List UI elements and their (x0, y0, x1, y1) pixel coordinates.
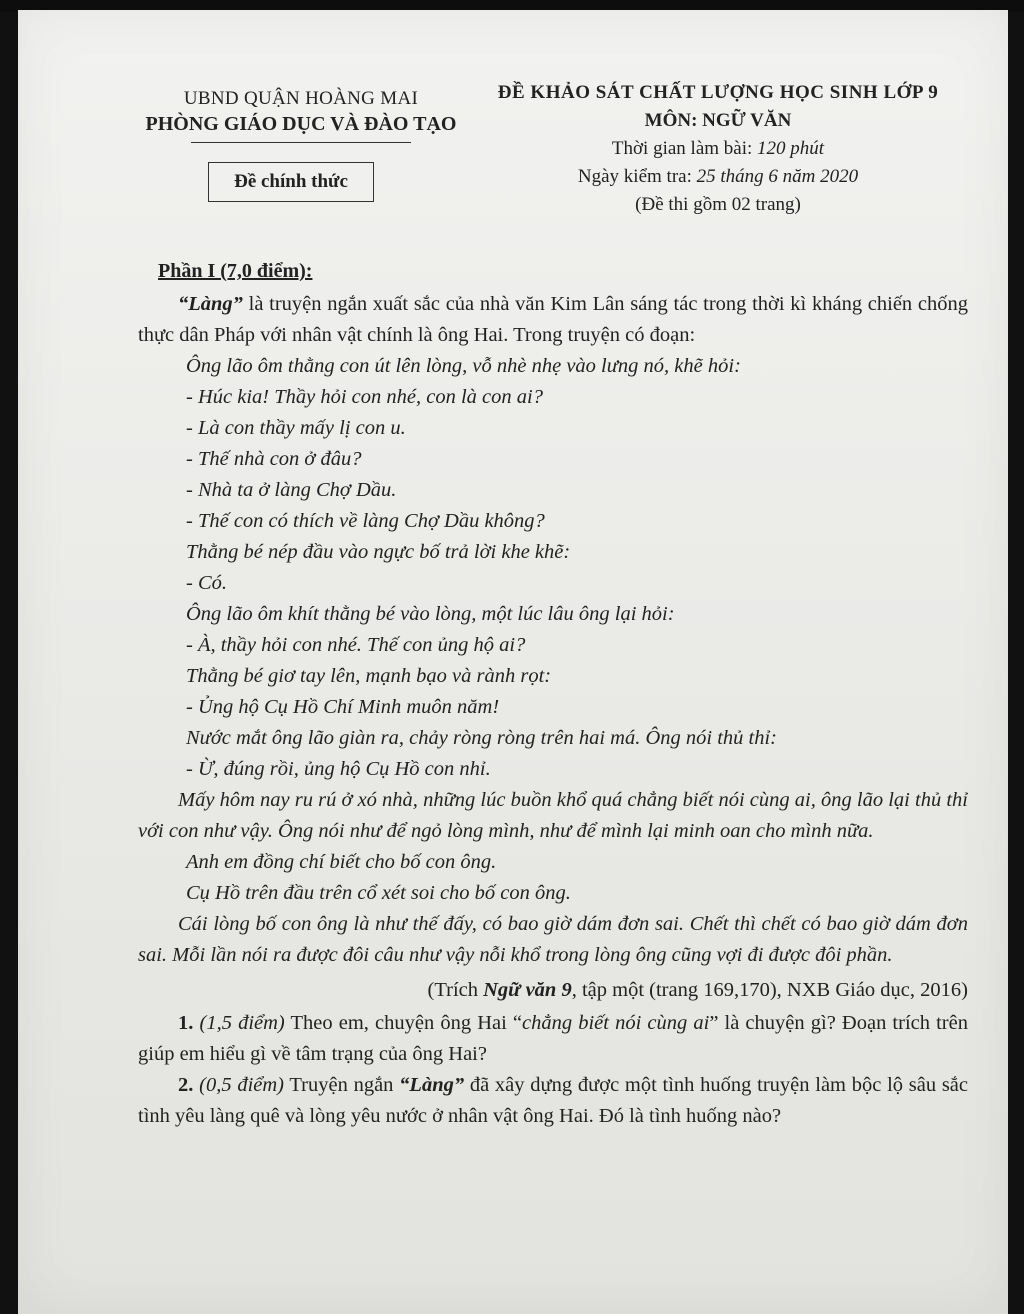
excerpt-line: Thằng bé nép đầu vào ngực bố trả lời khe khẽ: (186, 541, 571, 563)
excerpt-line: - Thế nhà con ở đâu? (186, 448, 362, 470)
excerpt-paragraph-a: Mấy hôm nay ru rú ở xó nhà, những lúc buồn khổ quá chẳng biết nói cùng ai, ông lão lại thủ thỉ với con như vậy. Ông nói như để ngỏ lòng mình, như để mình lại minh oan cho mình nữa. (138, 789, 968, 842)
pages-note: (Đề thi gồm 02 trang) (635, 194, 801, 215)
excerpt-line: - Nhà ta ở làng Chợ Dầu. (186, 479, 397, 501)
q1-text-pre: Theo em, chuyện ông Hai “ (284, 1012, 523, 1034)
exam-body (138, 260, 968, 1132)
date-value: 25 tháng 6 năm 2020 (696, 166, 859, 187)
story-title: “Làng” (178, 293, 243, 315)
excerpt-line: Nước mắt ông lão giàn ra, chảy ròng ròng trên hai má. Ông nói thủ thỉ: (186, 727, 777, 749)
header-left (136, 88, 466, 143)
question-1 (138, 1008, 968, 1070)
source-suffix: , tập một (trang 169,170), NXB Giáo dục, 2016) (571, 979, 968, 1001)
excerpt-line: Ông lão ôm thằng con út lên lòng, vỗ nhè nhẹ vào lưng nó, khẽ hỏi: (186, 355, 741, 377)
q1-score: (1,5 điểm) (199, 1012, 285, 1034)
q2-number: 2. (178, 1074, 194, 1096)
excerpt-line: - Húc kia! Thầy hỏi con nhé, con là con ai? (186, 386, 543, 408)
q2-text-pre: Truyện ngắn (284, 1074, 400, 1096)
excerpt-line: - Ủng hộ Cụ Hồ Chí Minh muôn năm! (186, 696, 500, 718)
excerpt-paragraph-d: Cái lòng bố con ông là như thế đấy, có bao giờ dám đơn sai. Chết thì chết có bao giờ dám đơn sai. Mỗi lần nói ra được đôi câu như vậy nỗi khổ trong lòng ông cũng vợi đi được đôi phần. (138, 913, 968, 966)
question-2 (138, 1070, 968, 1132)
source-book: Ngữ văn 9 (483, 979, 572, 1001)
header-underline (191, 142, 411, 143)
q1-number: 1. (178, 1012, 194, 1034)
time-value: 120 phút (757, 138, 825, 159)
exam-paper (18, 10, 1008, 1314)
exam-title: ĐỀ KHẢO SÁT CHẤT LƯỢNG HỌC SINH LỚP 9 (497, 82, 939, 103)
header-right (473, 82, 963, 216)
exam-date (473, 166, 963, 188)
excerpt-line: - Thế con có thích về làng Chợ Dầu không? (186, 510, 545, 532)
excerpt-line: Thằng bé giơ tay lên, mạnh bạo và rành rọt: (186, 665, 552, 687)
excerpt-line: - À, thầy hỏi con nhé. Thế con ủng hộ ai? (186, 634, 526, 656)
intro-paragraph (138, 289, 968, 351)
date-label: Ngày kiểm tra: (577, 166, 697, 187)
official-label: Đề chính thức (208, 162, 374, 202)
q2-text-post: đã xây dựng được một tình huống truyện làm bộc lộ sâu sắc tình yêu làng quê và lòng yêu nước ở nhân vật ông Hai. Đó là tình huống nào? (138, 1074, 968, 1127)
time-label: Thời gian làm bài: (611, 138, 758, 159)
source-prefix: (Trích (427, 979, 484, 1001)
excerpt-line-b: Anh em đồng chí biết cho bố con ông. (186, 851, 497, 873)
q2-quote: “Làng” (399, 1074, 465, 1096)
exam-subject: MÔN: NGỮ VĂN (644, 110, 792, 131)
org-line-1: UBND QUẬN HOÀNG MAI (183, 88, 419, 109)
exam-time (473, 138, 963, 160)
excerpt-line: Ông lão ôm khít thằng bé vào lòng, một lúc lâu ông lại hỏi: (186, 603, 675, 625)
excerpt-line: - Là con thầy mấy lị con u. (186, 417, 406, 439)
excerpt-source (138, 975, 968, 1006)
excerpt-dialogue (138, 351, 968, 785)
intro-text: là truyện ngắn xuất sắc của nhà văn Kim Lân sáng tác trong thời kì kháng chiến chống thực dân Pháp với nhân vật chính là ông Hai. Trong truyện có đoạn: (138, 293, 968, 346)
q1-text-post: ” là chuyện gì? Đoạn trích trên giúp em hiểu gì về tâm trạng của ông Hai? (138, 1012, 968, 1065)
q1-quote: chẳng biết nói cùng ai (522, 1012, 710, 1034)
part-1-title: Phần I (7,0 điểm): (158, 260, 313, 282)
q2-score: (0,5 điểm) (199, 1074, 284, 1096)
excerpt-line: - Ừ, đúng rồi, ủng hộ Cụ Hồ con nhỉ. (186, 758, 491, 780)
org-line-2: PHÒNG GIÁO DỤC VÀ ĐÀO TẠO (145, 113, 457, 135)
excerpt-line-c: Cụ Hồ trên đầu trên cổ xét soi cho bố con ông. (186, 882, 571, 904)
excerpt-line: - Có. (186, 572, 227, 594)
